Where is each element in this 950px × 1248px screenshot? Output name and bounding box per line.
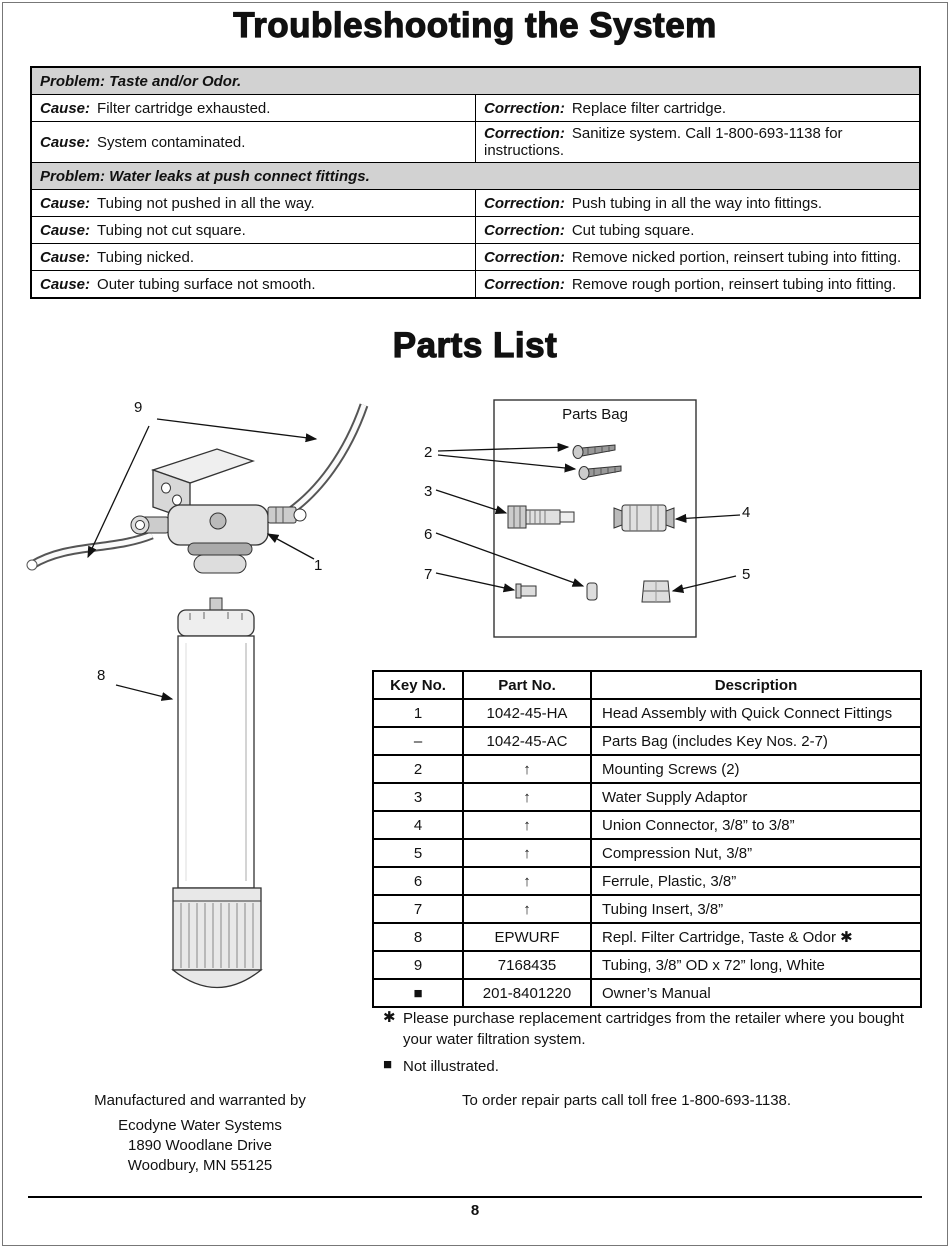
- cause-label: Cause:: [40, 275, 91, 293]
- union-connector-icon: [614, 505, 674, 531]
- correction-text: Push tubing in all the way into fittings.: [571, 194, 822, 212]
- assembly-diagram: [20, 393, 370, 1023]
- part-cell: 7168435: [463, 951, 591, 979]
- correction-cell: [476, 95, 921, 122]
- table-row: [373, 895, 921, 923]
- cause-cell: [31, 95, 476, 122]
- table-row: [31, 217, 920, 244]
- problem-row: [31, 67, 920, 95]
- ferrule-icon: [587, 583, 597, 600]
- table-row: [373, 811, 921, 839]
- key-cell: 9: [373, 951, 463, 979]
- cause-text: Tubing not cut square.: [97, 221, 246, 239]
- cause-label: Cause:: [40, 133, 91, 151]
- callout-label-7: 7: [424, 566, 433, 583]
- correction-cell: [476, 244, 921, 271]
- tubing-insert-icon: [516, 584, 536, 598]
- parts-list-title: Parts List: [392, 326, 558, 365]
- callout-label-2: 2: [424, 444, 433, 461]
- page-title: Troubleshooting the System: [233, 6, 717, 45]
- desc-cell: Tubing Insert, 3/8”: [591, 895, 921, 923]
- table-row: [373, 839, 921, 867]
- cause-text: Tubing not pushed in all the way.: [97, 194, 315, 212]
- description-header: Description: [591, 671, 921, 699]
- cause-text: Outer tubing surface not smooth.: [97, 275, 316, 293]
- table-row: [373, 783, 921, 811]
- footnote-not-illustrated: [383, 1056, 931, 1077]
- cause-text: Filter cartridge exhausted.: [97, 99, 271, 117]
- square-marker: ■: [383, 1056, 393, 1073]
- part-cell: 1042-45-HA: [463, 699, 591, 727]
- cause-label: Cause:: [40, 221, 91, 239]
- head-assembly: [131, 505, 306, 573]
- table-row: [31, 244, 920, 271]
- callout-label-6: 6: [424, 526, 433, 543]
- asterisk-marker: ✱: [383, 1009, 396, 1026]
- correction-label: Correction:: [484, 99, 565, 117]
- part-cell: ↑: [463, 867, 591, 895]
- desc-cell: Compression Nut, 3/8”: [591, 839, 921, 867]
- part-cell: ↑: [463, 839, 591, 867]
- correction-label: Correction:: [484, 221, 565, 239]
- table-row: [373, 951, 921, 979]
- table-row: [31, 122, 920, 163]
- desc-cell: Tubing, 3/8” OD x 72” long, White: [591, 951, 921, 979]
- parts-bag-diagram: [372, 393, 772, 651]
- key-cell: 2: [373, 755, 463, 783]
- cause-cell: [31, 244, 476, 271]
- page-number: 8: [470, 1202, 480, 1219]
- part-cell: 1042-45-AC: [463, 727, 591, 755]
- part-no-header: Part No.: [463, 671, 591, 699]
- part-cell: ↑: [463, 755, 591, 783]
- desc-cell: Repl. Filter Cartridge, Taste & Odor ✱: [591, 923, 921, 951]
- cause-cell: [31, 217, 476, 244]
- key-cell: 4: [373, 811, 463, 839]
- key-cell: 3: [373, 783, 463, 811]
- problem-row: [31, 163, 920, 190]
- cause-label: Cause:: [40, 248, 91, 266]
- part-cell: 201-8401220: [463, 979, 591, 1007]
- table-row: [373, 755, 921, 783]
- parts-table-header-row: [373, 671, 921, 699]
- table-row: [373, 727, 921, 755]
- cause-cell: [31, 271, 476, 299]
- desc-cell: Water Supply Adaptor: [591, 783, 921, 811]
- key-cell: 6: [373, 867, 463, 895]
- correction-text: Replace filter cartridge.: [571, 99, 727, 117]
- table-row: [373, 699, 921, 727]
- part-cell: ↑: [463, 895, 591, 923]
- table-row: [31, 271, 920, 299]
- footnote-text: Not illustrated.: [403, 1058, 499, 1075]
- table-row: [31, 190, 920, 217]
- desc-cell: Parts Bag (includes Key Nos. 2-7): [591, 727, 921, 755]
- correction-cell: [476, 190, 921, 217]
- part-cell: ↑: [463, 783, 591, 811]
- company-name: Ecodyne Water Systems: [118, 1117, 282, 1134]
- correction-cell: [476, 271, 921, 299]
- problem-text: Problem: Water leaks at push connect fittings.: [31, 163, 920, 190]
- key-cell: 7: [373, 895, 463, 923]
- footnote-replacement: [383, 1008, 931, 1050]
- cause-label: Cause:: [40, 194, 91, 212]
- table-row: [373, 979, 921, 1007]
- callout-label-9: 9: [134, 399, 143, 416]
- cause-cell: [31, 190, 476, 217]
- manufactured-by-text: Manufactured and warranted by: [94, 1092, 306, 1109]
- desc-cell: Union Connector, 3/8” to 3/8”: [591, 811, 921, 839]
- correction-text: Sanitize system. Call 1-800-693-1138 for instructions.: [484, 125, 843, 159]
- correction-text: Remove nicked portion, reinsert tubing into fitting.: [571, 248, 902, 266]
- callout-label-4: 4: [742, 504, 751, 521]
- footer-divider: [28, 1196, 922, 1198]
- address-line-2: Woodbury, MN 55125: [127, 1157, 273, 1174]
- key-cell: ■: [373, 979, 463, 1007]
- address-line-1: 1890 Woodlane Drive: [128, 1137, 272, 1154]
- parts-bag-label: Parts Bag: [562, 406, 628, 423]
- desc-cell: Head Assembly with Quick Connect Fittings: [591, 699, 921, 727]
- desc-cell: Ferrule, Plastic, 3/8”: [591, 867, 921, 895]
- compression-nut-icon: [642, 581, 670, 602]
- key-cell: 8: [373, 923, 463, 951]
- callout-label-8: 8: [97, 667, 106, 684]
- problem-text: Problem: Taste and/or Odor.: [31, 67, 920, 95]
- table-row: [31, 95, 920, 122]
- troubleshooting-table: [30, 66, 921, 299]
- key-cell: 1: [373, 699, 463, 727]
- footnote-text: Please purchase replacement cartridges from the retailer where you bought your water filtration system.: [403, 1010, 905, 1048]
- order-parts-text: To order repair parts call toll free 1-800-693-1138.: [462, 1092, 792, 1109]
- correction-cell: [476, 122, 921, 163]
- parts-table: [372, 670, 922, 1008]
- correction-label: Correction:: [484, 194, 565, 212]
- key-cell: 5: [373, 839, 463, 867]
- correction-label: Correction:: [484, 248, 565, 266]
- correction-cell: [476, 217, 921, 244]
- callout-label-5: 5: [742, 566, 751, 583]
- table-row: [373, 923, 921, 951]
- correction-label: Correction:: [484, 125, 565, 142]
- callout-label-1: 1: [314, 557, 323, 574]
- filter-cartridge: [173, 598, 261, 988]
- cause-cell: [31, 122, 476, 163]
- table-row: [373, 867, 921, 895]
- cause-text: System contaminated.: [97, 133, 246, 151]
- callout-label-3: 3: [424, 483, 433, 500]
- correction-label: Correction:: [484, 275, 565, 293]
- part-cell: ↑: [463, 811, 591, 839]
- key-cell: –: [373, 727, 463, 755]
- desc-cell: Mounting Screws (2): [591, 755, 921, 783]
- cause-label: Cause:: [40, 99, 91, 117]
- part-cell: EPWURF: [463, 923, 591, 951]
- correction-text: Remove rough portion, reinsert tubing into fitting.: [571, 275, 897, 293]
- manufacturer-block: [55, 1092, 345, 1176]
- key-no-header: Key No.: [373, 671, 463, 699]
- desc-cell: Owner’s Manual: [591, 979, 921, 1007]
- correction-text: Cut tubing square.: [571, 221, 695, 239]
- cause-text: Tubing nicked.: [97, 248, 195, 266]
